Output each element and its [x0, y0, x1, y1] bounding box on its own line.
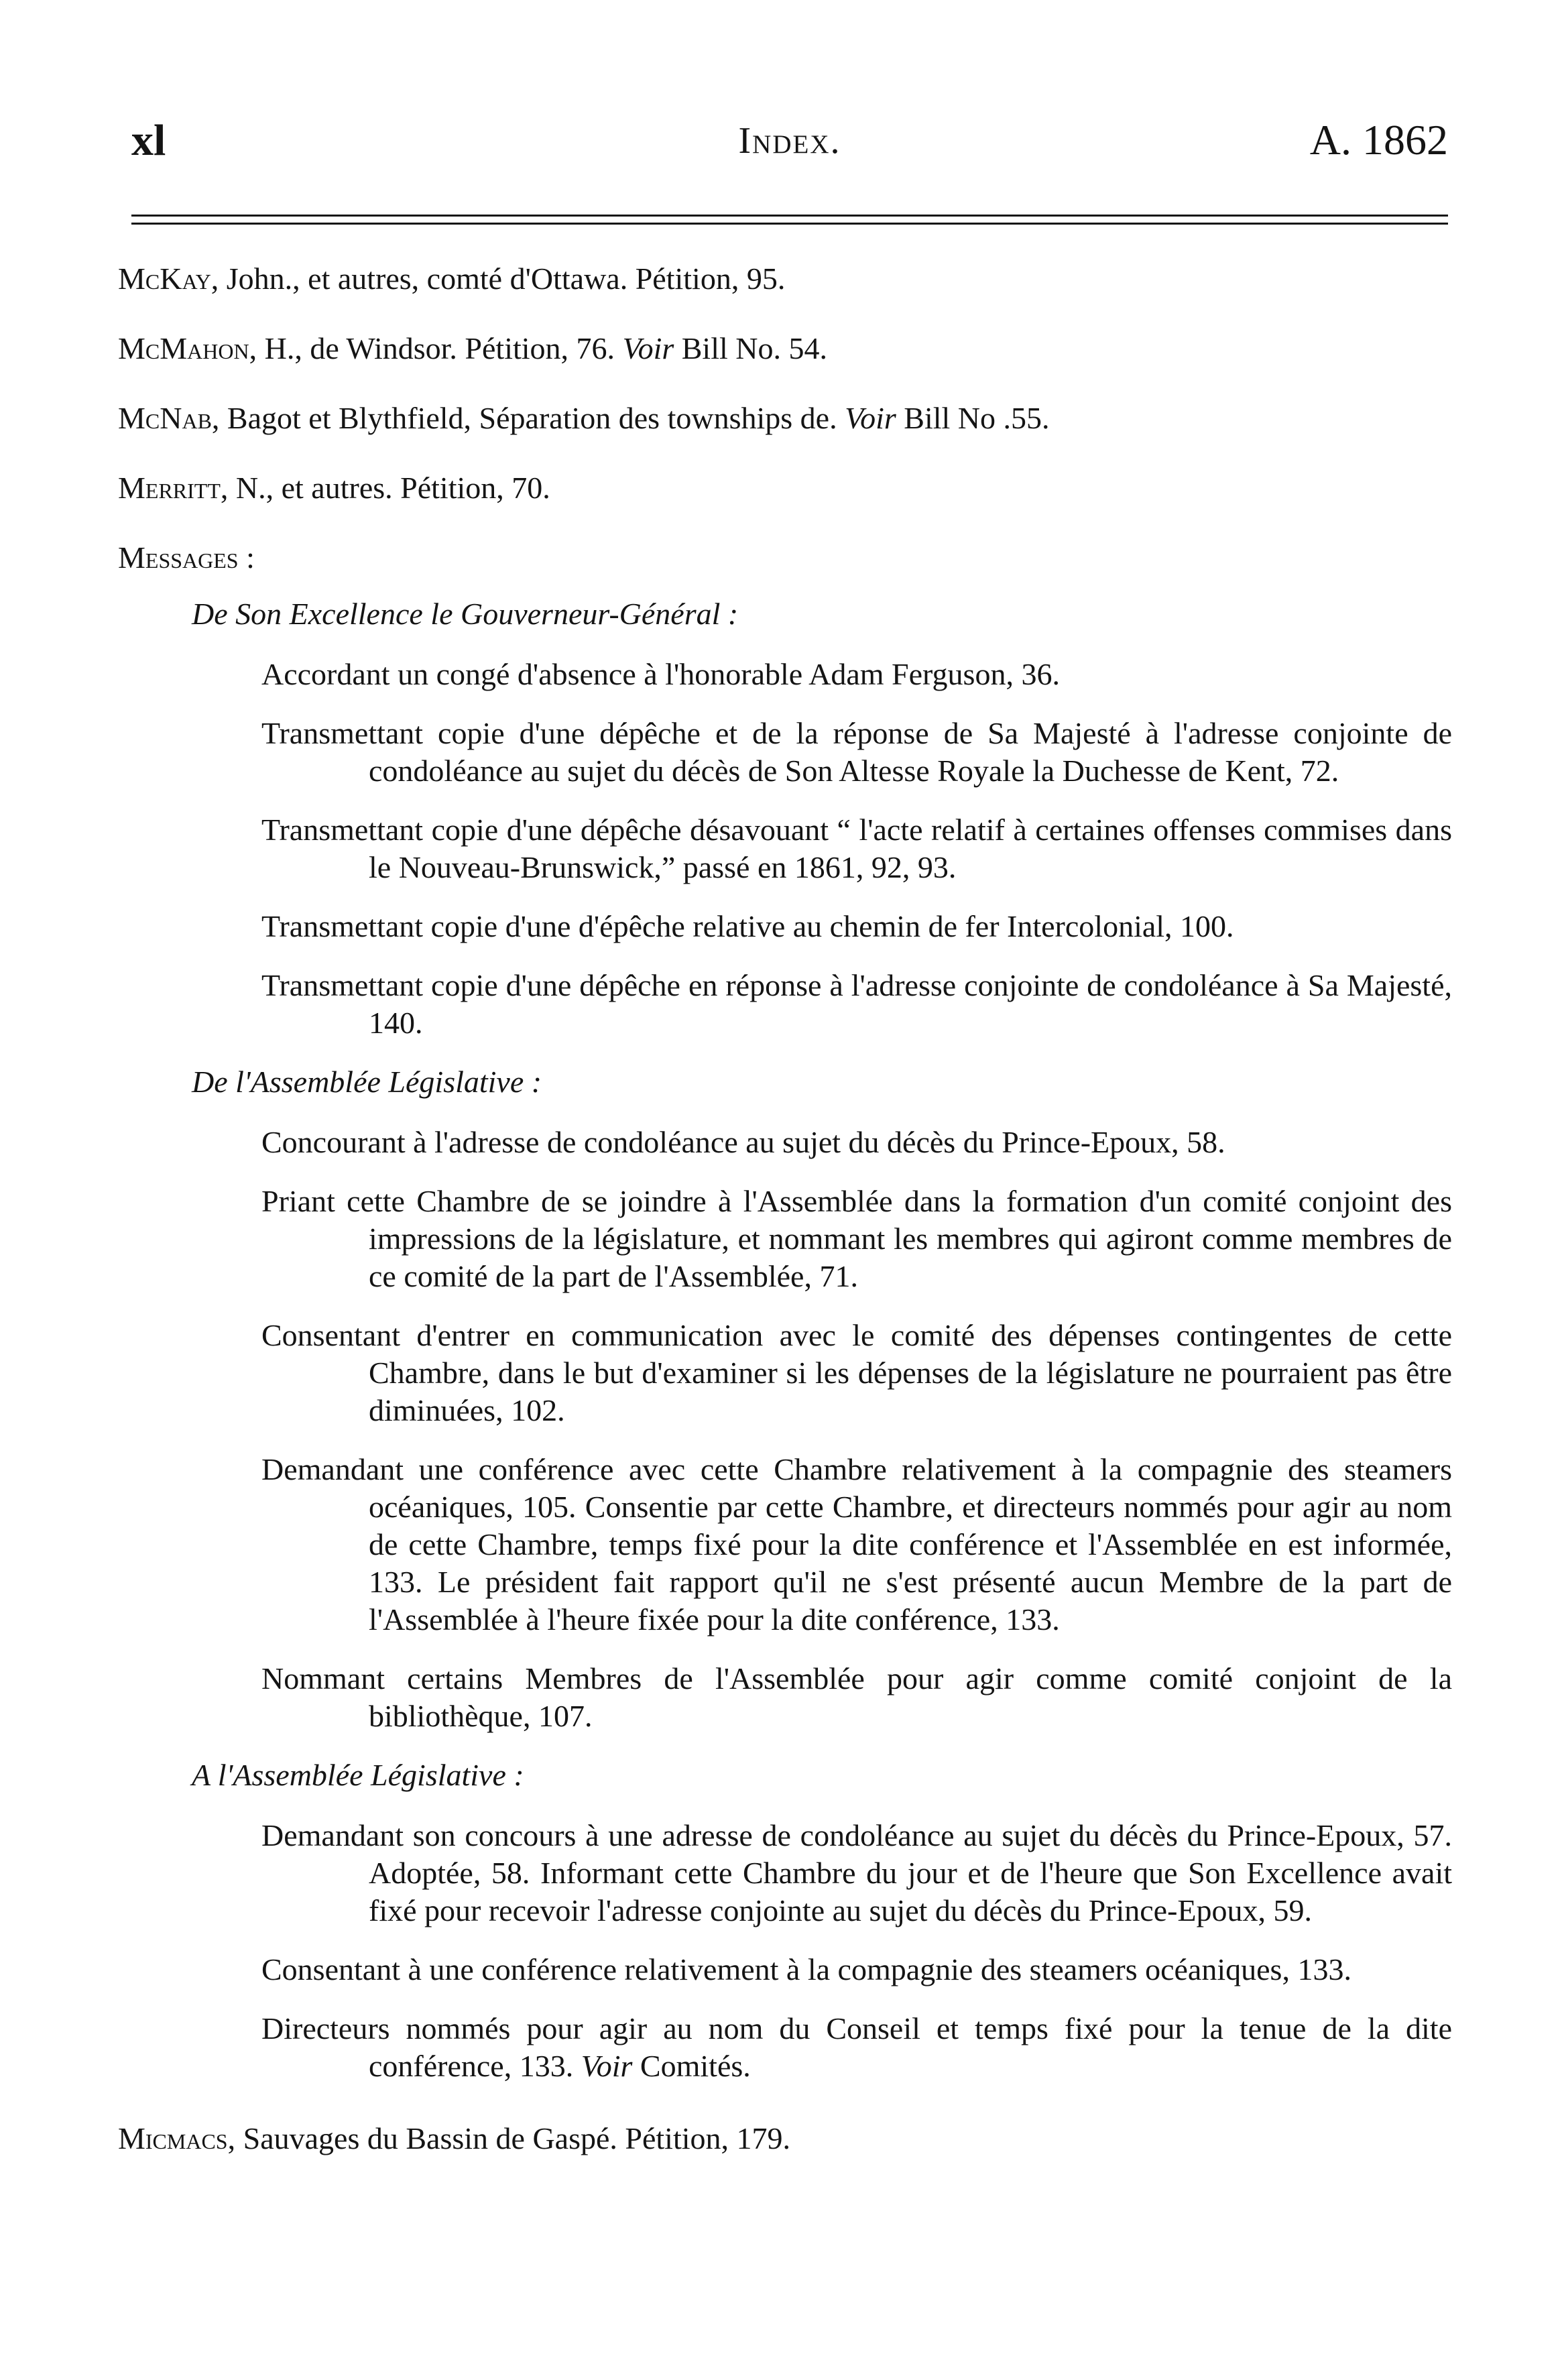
- message-item: Priant cette Chambre de se joindre à l'Assemblée dans la formation d'un comité conjoint des impressions de la législature, et nommant les membres qui agiront comme membres de ce comité de la part de l'Assemblée, 71.: [261, 1184, 1452, 1293]
- message-item: Transmettant copie d'une dépêche en réponse à l'adresse conjointe de condoléance à Sa Majesté, 140.: [261, 968, 1452, 1040]
- voir-reference: Voir: [845, 401, 896, 435]
- entry-text-after: Bill No. 54.: [674, 331, 827, 365]
- messages-heading: Messages :: [118, 540, 255, 575]
- message-item: Demandant son concours à une adresse de condoléance au sujet du décès du Prince-Epoux, 57. Adoptée, 58. Informant cette Chambre du jour et de l'heure que Son Excellence avait fixé pour recevoir l'adresse conjointe au sujet du décès du Prince-Epoux, 59.: [261, 1818, 1452, 1927]
- entry-text: , John., et autres, comté d'Ottawa. Pétition, 95.: [210, 261, 786, 296]
- entry-text: , H., de Windsor. Pétition, 76.: [249, 331, 623, 365]
- entry-name: Micmacs: [118, 2121, 228, 2155]
- index-body: [118, 260, 1452, 2190]
- running-title: Index.: [738, 120, 841, 162]
- entry-name: McNab: [118, 401, 212, 435]
- index-entry-micmacs: [118, 2120, 1452, 2157]
- message-item: Transmettant copie d'une d'épêche relative au chemin de fer Intercolonial, 100.: [261, 909, 1234, 943]
- entry-name: McMahon: [118, 331, 249, 365]
- voir-reference: Voir: [581, 2049, 633, 2083]
- message-item: Concourant à l'adresse de condoléance au sujet du décès du Prince-Epoux, 58.: [261, 1125, 1225, 1159]
- index-entry-mckay: [118, 260, 1452, 298]
- index-entry-mcmahon: [118, 330, 1452, 367]
- running-year: A. 1862: [1309, 116, 1448, 164]
- header-rule-top: [131, 215, 1448, 217]
- index-entry-merritt: [118, 469, 1452, 507]
- page-header: [131, 115, 1448, 176]
- message-item: Consentant à une conférence relativement à la compagnie des steamers océaniques, 133.: [261, 1952, 1351, 1986]
- message-item: Nommant certains Membres de l'Assemblée pour agir comme comité conjoint de la bibliothèque, 107.: [261, 1661, 1452, 1733]
- entry-name: Merritt: [118, 471, 221, 505]
- item-text-after: Comités.: [632, 2049, 751, 2083]
- entry-text: , Bagot et Blythfield, Séparation des townships de.: [211, 401, 845, 435]
- page-number: xl: [131, 116, 166, 165]
- section-title-de-assemblee: De l'Assemblée Législative :: [192, 1065, 542, 1099]
- item-text: Directeurs nommés pour agir au nom du Conseil et temps fixé pour la tenue de la dite conférence, 133.: [261, 2011, 1452, 2083]
- entry-text: , Sauvages du Bassin de Gaspé. Pétition, 179.: [227, 2121, 791, 2155]
- messages-label: Messages: [118, 540, 239, 575]
- entry-text: , N., et autres. Pétition, 70.: [220, 471, 550, 505]
- message-item-final: [261, 2010, 1452, 2085]
- message-item: Demandant une conférence avec cette Chambre relativement à la compagnie des steamers océaniques, 105. Consentie par cette Chambre, et directeurs nommés pour agir au nom de cette Chambre, temps fixé pour la dite conférence et l'Assemblée en est informée, 133. Le président fait rapport qu'il ne s'est présenté aucun Membre de la part de l'Assemblée à l'heure fixée pour la dite conférence, 133.: [261, 1452, 1452, 1637]
- entry-text-after: Bill No .55.: [896, 401, 1050, 435]
- section-title-a-assemblee: A l'Assemblée Législative :: [192, 1758, 524, 1792]
- index-entry-mcnab: [118, 400, 1452, 437]
- entry-name: McKay: [118, 261, 211, 296]
- message-item: Transmettant copie d'une dépêche et de la réponse de Sa Majesté à l'adresse conjointe de condoléance au sujet du décès de Son Altesse Royale la Duchesse de Kent, 72.: [261, 716, 1452, 788]
- voir-reference: Voir: [622, 331, 674, 365]
- message-item: Accordant un congé d'absence à l'honorable Adam Ferguson, 36.: [261, 657, 1060, 691]
- message-item: Transmettant copie d'une dépêche désavouant “ l'acte relatif à certaines offenses commises dans le Nouveau-Brunswick,” passé en 1861, 92, 93.: [261, 813, 1452, 884]
- header-rule-bottom: [131, 223, 1448, 225]
- message-item: Consentant d'entrer en communication avec le comité des dépenses contingentes de cette Chambre, dans le but d'examiner si les dépenses de la législature ne pourraient pas être diminuées, 102.: [261, 1318, 1452, 1427]
- section-title-gouverneur: De Son Excellence le Gouverneur-Général :: [192, 597, 739, 631]
